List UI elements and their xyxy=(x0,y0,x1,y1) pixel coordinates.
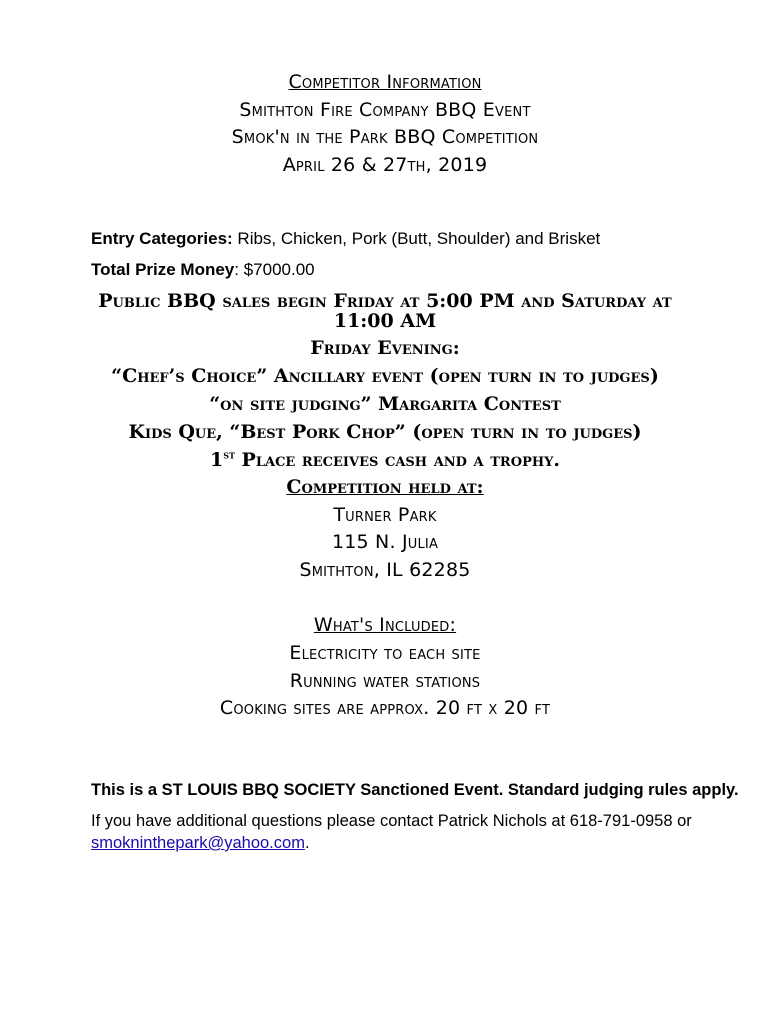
dates-prefix: April 26 & 27 xyxy=(282,154,408,176)
categories-label: Entry Categories: xyxy=(91,229,233,248)
dates-year: , 2019 xyxy=(425,154,488,176)
included-item: Running water stations xyxy=(289,670,481,692)
location-park: Turner Park xyxy=(333,504,437,526)
included-item: Cooking sites are approx. 20 ft x 20 ft xyxy=(219,697,551,719)
included-item: Electricity to each site xyxy=(289,642,481,664)
sales-line-1: Public BBQ sales begin Friday at 5:00 PM and Saturday at xyxy=(98,290,672,312)
included-heading: What's Included: xyxy=(313,614,457,636)
event-dates xyxy=(0,154,770,176)
categories-value: Ribs, Chicken, Pork (Butt, Shoulder) and Brisket xyxy=(232,229,601,248)
competition-name: Smok'n in the Park BBQ Competition xyxy=(231,126,539,148)
sales-line-2: 11:00 AM xyxy=(333,310,437,332)
dates-suffix-sup: th xyxy=(407,154,426,176)
event-name: Smithton Fire Company BBQ Event xyxy=(239,99,531,121)
email-link[interactable]: smokninthepark@yahoo.com xyxy=(91,834,305,852)
prize-value: : $7000.00 xyxy=(234,260,315,279)
prize-label: Total Prize Money xyxy=(91,260,235,279)
entry-categories xyxy=(91,229,600,249)
location-city: Smithton, IL 62285 xyxy=(299,559,471,581)
location-heading: Competition held at: xyxy=(286,476,484,498)
first-place-sup: st xyxy=(223,448,235,462)
first-place-number: 1 xyxy=(209,449,224,471)
kids-que-event: Kids Que, “Best Pork Chop” (open turn in to judges) xyxy=(128,421,642,443)
contact-end: . xyxy=(304,834,310,852)
chefs-choice-event: “Chef’s Choice” Ancillary event (open turn in to judges) xyxy=(111,365,659,387)
margarita-contest: “on site judging” Margarita Contest xyxy=(209,393,561,415)
location-street: 115 N. Julia xyxy=(331,531,439,553)
page-title: Competitor Information xyxy=(288,71,482,93)
first-place-prize xyxy=(0,449,770,471)
sanction-notice: This is a ST LOUIS BBQ SOCIETY Sanctioned Event. Standard judging rules apply. xyxy=(91,781,739,799)
first-place-text: Place receives cash and a trophy. xyxy=(234,449,561,471)
contact-email-line xyxy=(91,834,310,853)
contact-line: If you have additional questions please contact Patrick Nichols at 618-791-0958 or xyxy=(91,812,692,830)
friday-evening: Friday Evening: xyxy=(310,337,460,359)
total-prize-money xyxy=(91,260,315,280)
